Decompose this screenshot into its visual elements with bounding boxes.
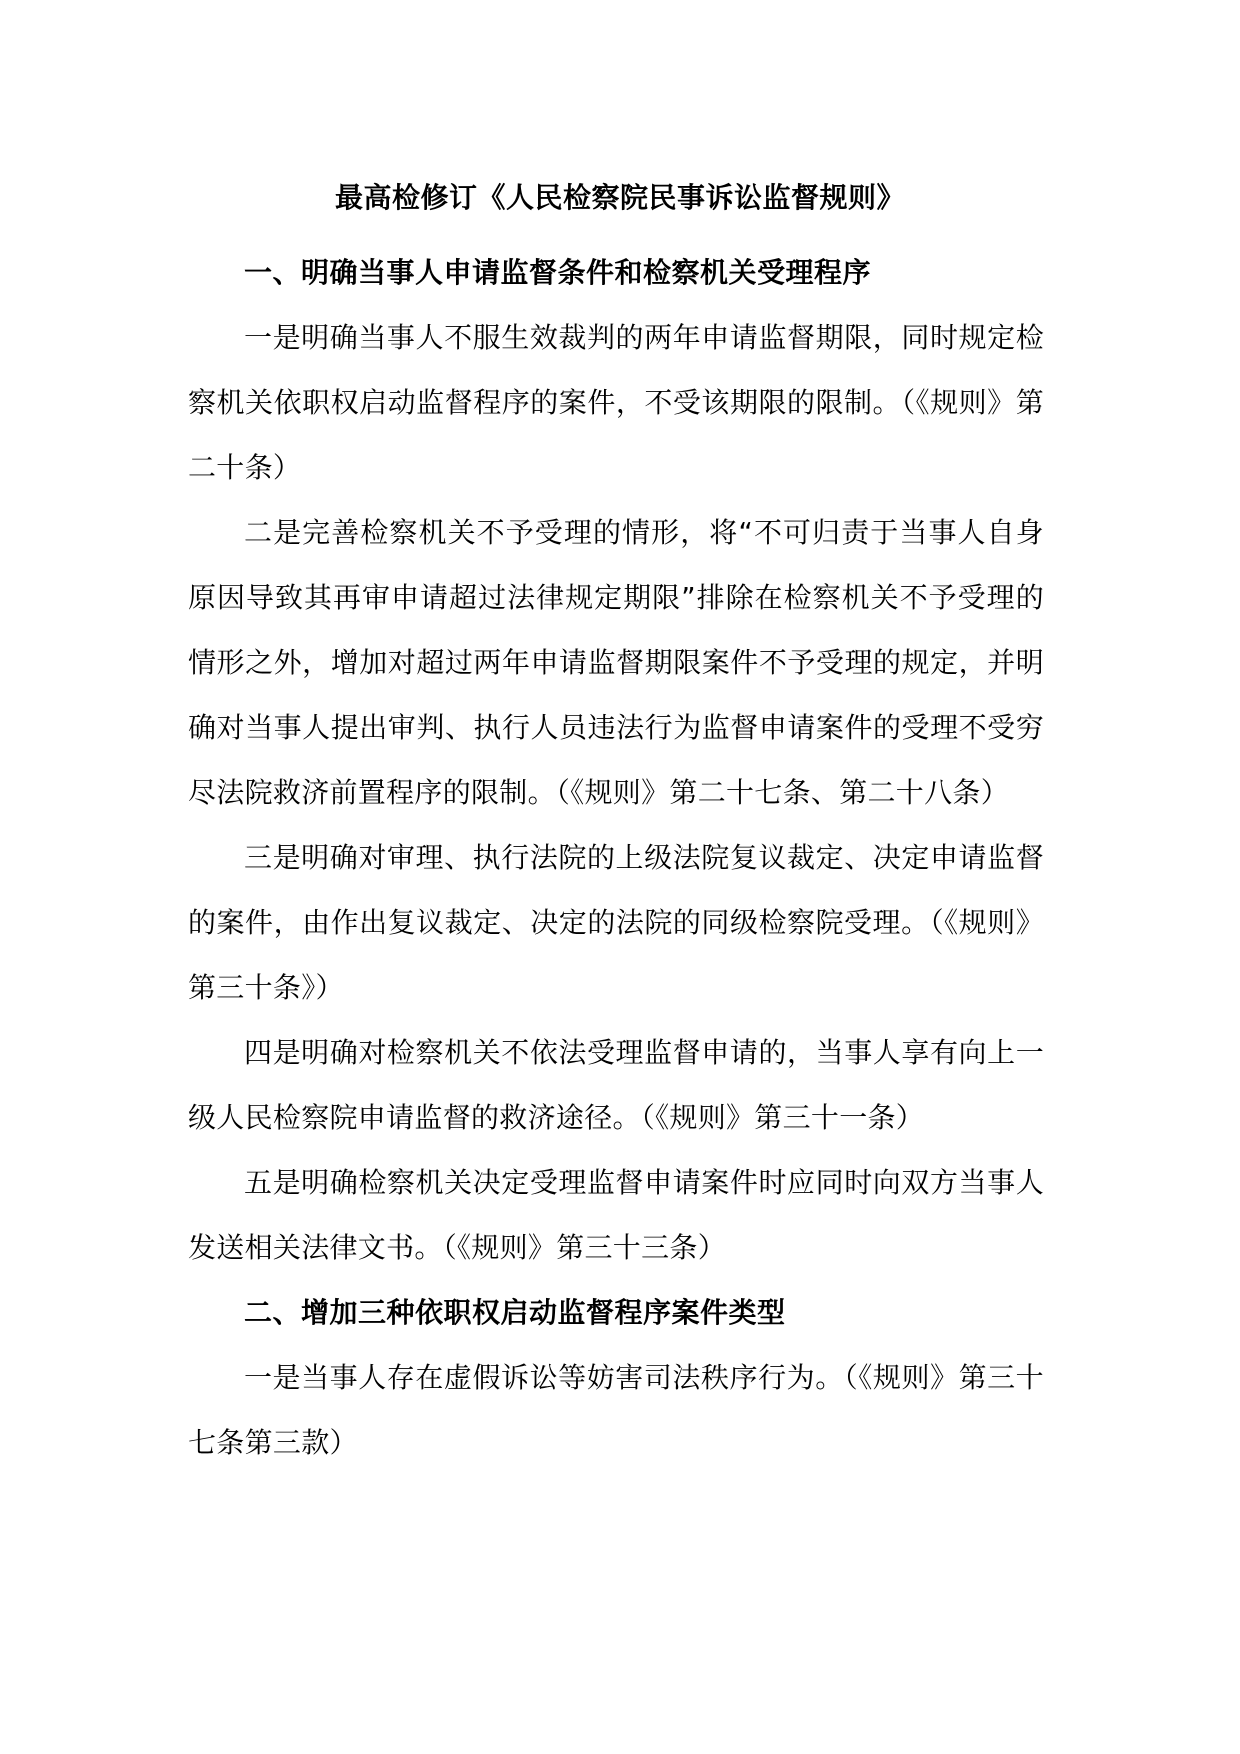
section-heading: 二、增加三种依职权启动监督程序案件类型 <box>244 1296 786 1329</box>
document-title: 最高检修订《人民检察院民事诉讼监督规则》 <box>334 181 905 214</box>
paragraph: 二是完善检察机关不予受理的情形，将“不可归责于当事人自身原因导致其再审申请超过法律规定期限”排除在检察机关不予受理的情形之外，增加对超过两年申请监督期限案件不予受理的规定，并明确对当事人提出审判、执行人员违法行为监督申请案件的受理不受穷尽法院救济前置程序的限制。（《规则》第二十七条、第二十八条） <box>188 516 1044 809</box>
section-heading: 一、明确当事人申请监督条件和检察机关受理程序 <box>244 256 872 289</box>
paragraph: 三是明确对审理、执行法院的上级法院复议裁定、决定申请监督的案件，由作出复议裁定、决定的法院的同级检察院受理。（《规则》第三十条》） <box>188 841 1044 1004</box>
paragraph: 一是明确当事人不服生效裁判的两年申请监督期限，同时规定检察机关依职权启动监督程序的案件，不受该期限的限制。（《规则》第二十条） <box>188 321 1044 484</box>
paragraph: 一是当事人存在虚假诉讼等妨害司法秩序行为。（《规则》第三十七条第三款） <box>188 1361 1044 1459</box>
paragraph: 五是明确检察机关决定受理监督申请案件时应同时向双方当事人发送相关法律文书。（《规则》第三十三条） <box>188 1166 1044 1264</box>
document-body <box>188 240 1044 1475</box>
paragraph: 四是明确对检察机关不依法受理监督申请的，当事人享有向上一级人民检察院申请监督的救济途径。（《规则》第三十一条） <box>188 1036 1044 1134</box>
